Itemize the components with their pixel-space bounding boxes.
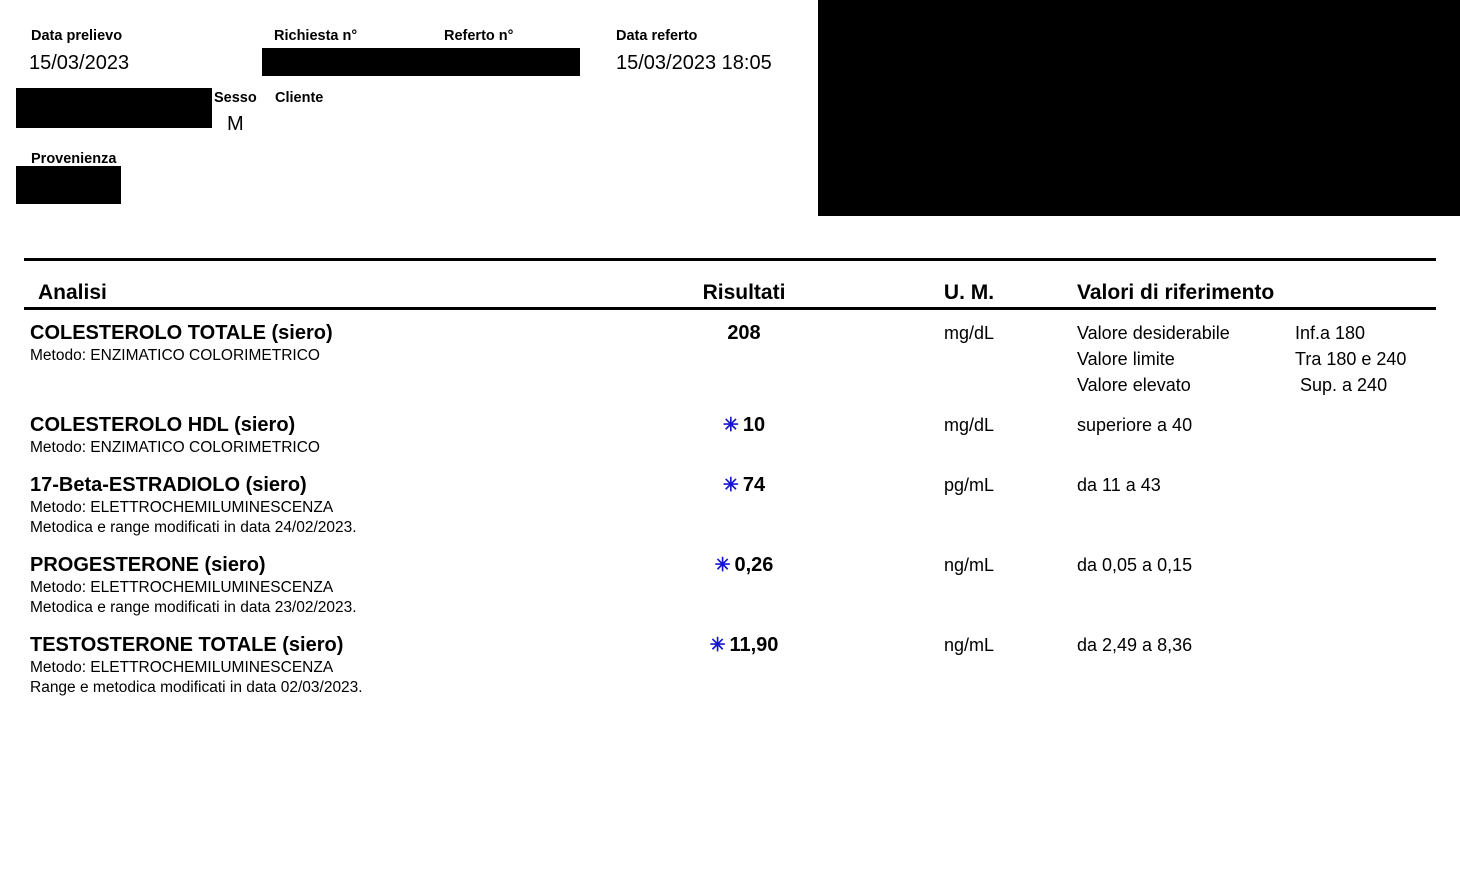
cell-reference-range <box>1059 320 1436 398</box>
label-referto-numero: Referto n° <box>444 28 514 44</box>
column-header-analisi: Analisi <box>38 281 107 304</box>
label-eta: Età <box>176 90 199 106</box>
redacted-lab-logo-block <box>818 0 1460 216</box>
cell-unit: pg/mL <box>943 475 995 495</box>
result-value: 11,90 <box>729 634 779 656</box>
column-header-um: U. M. <box>943 281 995 304</box>
table-row <box>24 632 1436 698</box>
cell-analyte <box>24 472 609 538</box>
cell-unit: mg/dL <box>943 415 995 435</box>
column-header-riferimento: Valori di riferimento <box>1077 281 1275 304</box>
analyte-note: Metodica e range modificati in data 23/02/2023. <box>30 599 357 616</box>
label-richiesta-numero: Richiesta n° <box>274 28 358 44</box>
reference-value: da 11 a 43 <box>1077 475 1161 495</box>
label-provenienza: Provenienza <box>31 151 117 167</box>
analyte-name: COLESTEROLO HDL (siero) <box>30 414 296 436</box>
reference-value: Tra 180 e 240 <box>1295 349 1407 369</box>
analyte-note: Metodo: ENZIMATICO COLORIMETRICO <box>30 347 320 364</box>
result-value: 208 <box>727 322 761 344</box>
column-header-risultati: Risultati <box>702 281 786 304</box>
cell-analyte <box>24 320 609 366</box>
cell-result <box>609 472 879 499</box>
out-of-range-asterisk-icon: ✳ <box>714 555 731 576</box>
cell-result <box>609 320 879 346</box>
reference-value: superiore a 40 <box>1077 415 1193 435</box>
reference-value: Inf.a 180 <box>1295 323 1366 343</box>
value-data-referto: 15/03/2023 18:05 <box>616 52 772 74</box>
cell-analyte <box>24 552 609 618</box>
table-body <box>24 310 1436 698</box>
analyte-note: Metodo: ELETTROCHEMILUMINESCENZA <box>30 579 334 596</box>
reference-line <box>1077 346 1436 372</box>
label-paziente: Paziente <box>31 90 90 106</box>
reference-line <box>1077 320 1436 346</box>
value-data-prelievo: 15/03/2023 <box>29 52 130 74</box>
reference-value: Sup. a 240 <box>1295 375 1388 395</box>
out-of-range-asterisk-icon: ✳ <box>722 415 739 436</box>
table-row <box>24 412 1436 458</box>
redacted-request-number <box>262 48 580 76</box>
result-value: 10 <box>742 414 766 436</box>
report-header <box>0 0 1460 222</box>
table-row <box>24 552 1436 618</box>
cell-analyte <box>24 632 609 698</box>
reference-line <box>1077 372 1436 398</box>
analyte-note: Range e metodica modificati in data 02/03/2023. <box>30 679 363 696</box>
results-table <box>24 258 1436 712</box>
cell-result <box>609 632 879 659</box>
label-data-prelievo: Data prelievo <box>31 28 123 44</box>
label-cliente: Cliente <box>275 90 324 106</box>
analyte-note: Metodo: ELETTROCHEMILUMINESCENZA <box>30 659 334 676</box>
reference-value: da 0,05 a 0,15 <box>1077 555 1193 575</box>
reference-description: Valore limite <box>1077 349 1175 369</box>
analyte-name: PROGESTERONE (siero) <box>30 554 266 576</box>
redacted-provenienza-value <box>16 166 121 204</box>
cell-unit: ng/mL <box>943 635 995 655</box>
value-sesso: M <box>227 113 244 135</box>
table-header-row <box>24 261 1436 307</box>
cell-reference-range <box>1059 552 1436 578</box>
cell-reference-range <box>1059 632 1436 658</box>
analyte-note: Metodo: ELETTROCHEMILUMINESCENZA <box>30 499 334 516</box>
result-value: 74 <box>742 474 766 496</box>
cell-analyte <box>24 412 609 458</box>
cell-result <box>609 552 879 579</box>
analyte-note: Metodica e range modificati in data 24/02/2023. <box>30 519 357 536</box>
out-of-range-asterisk-icon: ✳ <box>722 475 739 496</box>
reference-value: da 2,49 a 8,36 <box>1077 635 1193 655</box>
table-row <box>24 472 1436 538</box>
analyte-name: TESTOSTERONE TOTALE (siero) <box>30 634 344 656</box>
out-of-range-asterisk-icon: ✳ <box>709 635 726 656</box>
label-data-referto: Data referto <box>616 28 698 44</box>
reference-description: Valore desiderabile <box>1077 323 1230 343</box>
label-sesso: Sesso <box>214 90 257 106</box>
cell-unit: ng/mL <box>943 555 995 575</box>
table-row <box>24 320 1436 398</box>
analyte-name: COLESTEROLO TOTALE (siero) <box>30 322 333 344</box>
cell-unit: mg/dL <box>943 323 995 343</box>
analyte-note: Metodo: ENZIMATICO COLORIMETRICO <box>30 439 320 456</box>
cell-reference-range <box>1059 472 1436 498</box>
reference-description: Valore elevato <box>1077 375 1191 395</box>
analyte-name: 17-Beta-ESTRADIOLO (siero) <box>30 474 307 496</box>
cell-reference-range <box>1059 412 1436 438</box>
cell-result <box>609 412 879 439</box>
result-value: 0,26 <box>734 554 774 576</box>
